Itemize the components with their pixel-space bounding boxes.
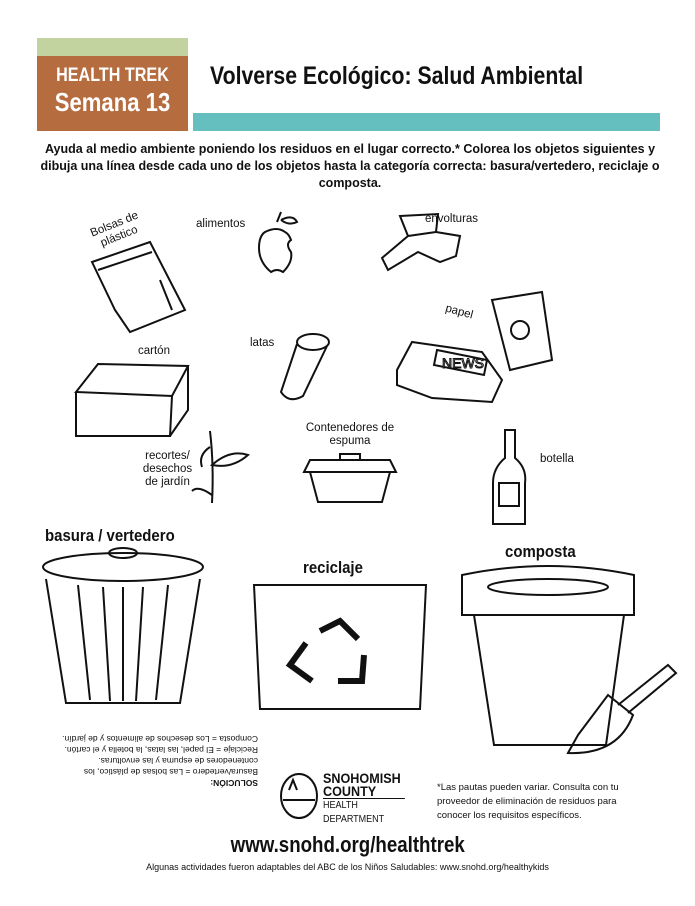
recycle-bin-icon[interactable] <box>250 583 430 713</box>
label-cans: latas <box>250 337 275 349</box>
glass-bottle-icon <box>485 428 535 528</box>
label-bottle: botella <box>540 453 574 465</box>
label-yard: recortes/ desechos de jardín <box>142 450 193 488</box>
compost-pot-icon[interactable] <box>458 565 678 765</box>
apple-icon <box>255 210 305 280</box>
solution-compost: Composta = Los desechos de alimentos y de jardín. <box>62 734 258 744</box>
solution-heading: SOLUCIÓN: <box>210 778 258 788</box>
footer-credit: Algunas actividades fueron adaptables del ABC de los Niños Saludables: www.snohd.org/healthykids <box>146 862 549 872</box>
logo-line2: COUNTY <box>323 785 405 799</box>
soda-can-icon <box>275 330 335 410</box>
label-foam: Contenedores de espuma <box>305 422 395 447</box>
label-food: alimentos <box>196 218 246 230</box>
plastic-bag-icon <box>90 240 190 340</box>
foam-container-icon <box>300 450 400 510</box>
page-title: Volverse Ecológico: Salud Ambiental <box>210 62 584 90</box>
trash-can-icon[interactable] <box>38 545 208 710</box>
label-paper: papel <box>444 302 475 322</box>
county-seal-icon <box>279 772 319 820</box>
week-badge <box>37 56 188 131</box>
logo-line3: HEALTH DEPARTMENT <box>323 800 385 825</box>
label-cardboard: cartón <box>138 345 170 357</box>
label-wrappers: envolturas <box>425 213 479 225</box>
website-url-text[interactable]: www.snohd.org/healthtrek <box>230 832 465 857</box>
title-underline-bar <box>193 113 660 131</box>
snohomish-health-logo <box>279 770 414 825</box>
category-compost-heading: composta <box>505 542 576 561</box>
wrapper-icon <box>378 210 468 280</box>
website-url[interactable] <box>0 832 695 858</box>
solution-key <box>38 733 258 788</box>
cardboard-box-icon <box>72 360 192 440</box>
header-accent-bar <box>37 38 188 56</box>
week-label: Semana 13 <box>54 87 171 117</box>
logo-line1: SNOHOMISH <box>323 770 401 786</box>
guidelines-note: *Las pautas pueden variar. Consulta con tu proveedor de eliminación de residuos para conocer los requisitos específicos. <box>437 782 619 821</box>
solution-recycle: Reciclaje = El papel, las latas, la botella y el cartón. <box>64 745 258 755</box>
svg-text:NEWS: NEWS <box>442 355 484 371</box>
newspaper-magazine-icon <box>392 290 562 410</box>
category-trash-heading: basura / vertedero <box>45 526 175 545</box>
yard-clippings-icon <box>190 425 250 505</box>
label-bags: Bolsas de plástico <box>88 209 141 250</box>
category-recycle-heading: reciclaje <box>303 558 363 577</box>
instructions: Ayuda al medio ambiente poniendo los residuos en el lugar correcto.* Colorea los objetos siguientes y dibuja una línea desde cada uno de los objetos hasta la categoría correcta: basura/vertedero, reciclaje o composta. <box>40 142 660 190</box>
solution-trash: Basura/vertedero = Las bolsas de plástico, los contenedores de espuma y las envolturas. <box>83 756 258 777</box>
brand-label: HEALTH TREK <box>56 65 169 86</box>
